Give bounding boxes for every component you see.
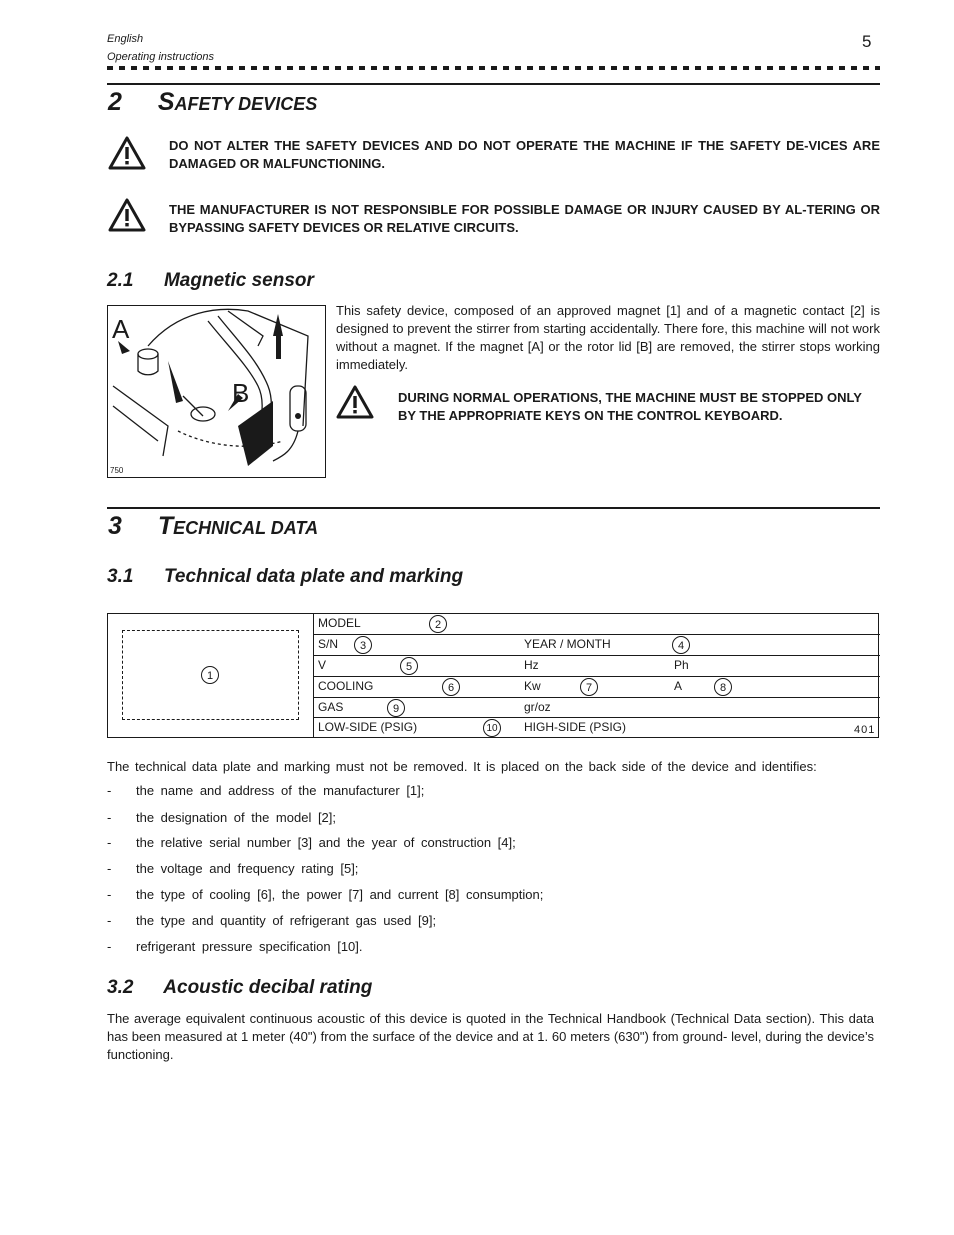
section2-title-cap: S [157,88,175,116]
plate-sn-label: S/N [318,637,339,651]
plate-row-pressure [314,717,880,738]
magnetic-sensor-warning: DURING NORMAL OPERATIONS, THE MACHINE MUST BE STOPPED ONLY BY THE APPROPRIATE KEYS ON THE CONTROL KEYBOARD. [398,390,862,423]
header-doc-type: Operating instructions [107,51,214,63]
plate-kw-label: Kw [524,679,541,693]
section3-rule [107,507,880,509]
section3-1-number: 3.1 [107,566,134,587]
plate-year-label: YEAR / MONTH [524,637,611,651]
warning-icon [108,136,146,170]
header-language: English [107,33,144,45]
section2-1-heading [107,270,314,292]
plate-row-cooling [314,676,880,697]
section2-number: 2 [108,88,122,116]
plate-low-label: LOW-SIDE (PSIG) [318,720,418,734]
plate-cooling-label: COOLING [318,679,374,693]
section3-heading [108,512,318,541]
plate-intro: The technical data plate and marking must not be removed. It is placed on the back side of the device and identifies: [107,759,817,774]
technical-data-plate [107,613,879,738]
figure-code: 750 [110,466,124,475]
figure-label-a: A [112,314,130,344]
callout-1: 1 [201,666,219,684]
plate-v-label: V [318,658,327,672]
magnetic-sensor-figure [107,305,326,478]
section2-1-title: Magnetic sensor [163,270,314,291]
plate-a-label: A [674,679,683,693]
acoustic-description: The average equivalent continuous acoustic of this device is quoted in the Technical Handbook (Technical Data section). This data has been measured at 1 meter (40") from the surface of the device and at 1. 60 meters (630") from ground- level, during the device’s functioning. [107,1011,874,1062]
section3-1-title: Technical data plate and marking [163,566,464,587]
page-number: 5 [862,32,872,51]
plate-row-gas [314,697,880,718]
safety-warning-1: DO NOT ALTER THE SAFETY DEVICES AND DO NOT OPERATE THE MACHINE IF THE SAFETY DE-VICES ARE DAMAGED OR MALFUNCTIONING. [169,138,880,171]
section3-number: 3 [108,512,122,540]
section3-1-heading [107,566,463,588]
plate-row-sn [314,634,880,655]
plate-row-v [314,655,880,676]
plate-row-model [314,614,880,634]
warning-icon [108,198,146,232]
figure-label-b: B [232,378,250,408]
header-dotted-divider [107,66,880,70]
section2-1-number: 2.1 [107,270,134,291]
callout-10: 10 [483,719,501,737]
magnetic-sensor-description: This safety device, composed of an approved magnet [1] and of a magnetic contact [2] is designed to prevent the stirrer from starting accidentally. There fore, this machine will not work without a magnet. If the magnet [A] or the rotor lid [B] are removed, the stirrer stops working immediately. [336,303,880,372]
callout-5: 5 [400,657,418,675]
plate-code: 401 [854,724,876,736]
plate-hz-label: Hz [524,658,539,672]
callout-6: 6 [442,678,460,696]
magnetic-sensor-illustration [108,306,326,478]
plate-ph-label: Ph [674,658,689,672]
callout-8: 8 [714,678,732,696]
callout-7: 7 [580,678,598,696]
callout-4: 4 [672,636,690,654]
section3-title-cap: T [157,512,174,540]
callout-2: 2 [429,615,447,633]
section3-title-rest: ECHNICAL DATA [173,518,319,538]
plate-gas-label: GAS [318,700,344,714]
safety-warning-2: THE MANUFACTURER IS NOT RESPONSIBLE FOR POSSIBLE DAMAGE OR INJURY CAUSED BY AL-TERING OR BYPASSING SAFETY DEVICES OR RELATIVE CIRCUITS. [169,202,880,235]
callout-3: 3 [354,636,372,654]
section3-2-title: Acoustic decibal rating [163,977,373,998]
section2-heading [108,88,317,117]
plate-model-label: MODEL [318,616,361,630]
callout-9: 9 [387,699,405,717]
section3-2-number: 3.2 [107,977,134,998]
warning-icon [336,385,374,419]
section2-title-rest: AFETY DEVICES [174,94,318,114]
section3-2-heading [107,977,372,999]
section2-rule [107,83,880,85]
plate-grloz-label: gr/oz [524,700,551,714]
plate-high-label: HIGH-SIDE (PSIG) [524,720,627,734]
